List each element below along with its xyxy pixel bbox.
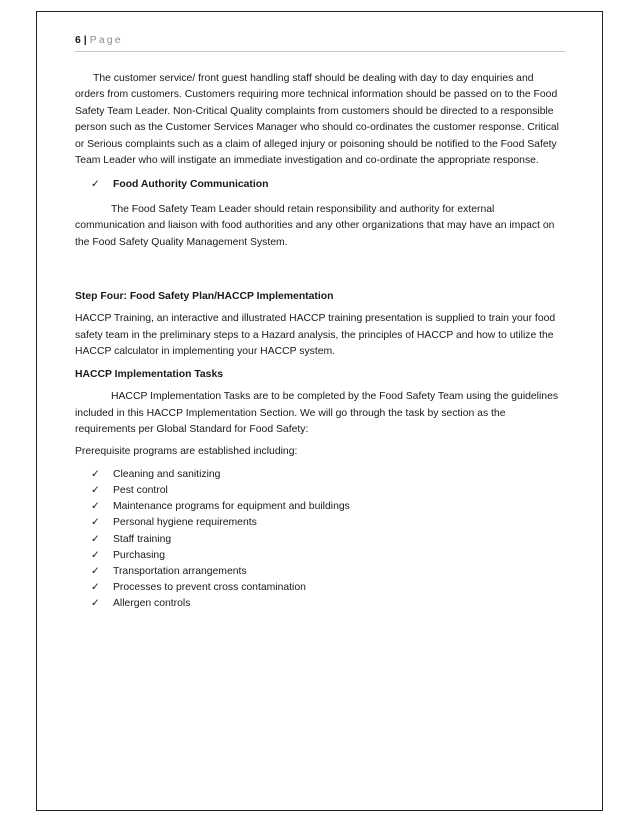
food-authority-body: The Food Safety Team Leader should retain responsibility and authority for external communication and liaison with food authorities and any other organizations that may have an impact on the Food Safety Quality Management System.	[75, 203, 555, 248]
page-word: Page	[89, 35, 123, 46]
page-number: 6	[75, 35, 81, 46]
list-item: ✓ Purchasing	[91, 548, 565, 564]
list-item: ✓ Processes to prevent cross contamination	[91, 580, 565, 596]
checkmark-icon: ✓	[91, 179, 100, 191]
food-authority-heading-row	[75, 177, 565, 193]
checkmark-icon: ✓	[91, 533, 100, 545]
prerequisites-intro: Prerequisite programs are established including:	[75, 446, 298, 458]
list-item: ✓ Staff training	[91, 532, 565, 548]
step-four-body: HACCP Training, an interactive and illustrated HACCP training presentation is supplied to train your food safety team in the preliminary steps to a Hazard analysis, the principles of HACCP and how to utilize the HACCP calculator in implementing your HACCP system.	[75, 313, 556, 358]
food-authority-heading: Food Authority Communication	[113, 179, 269, 191]
checkmark-icon: ✓	[91, 468, 100, 480]
intro-paragraph: The customer service/ front guest handling staff should be dealing with day to day enquiries and orders from customers. Customers requiring more technical information should be passed on to the Food Safety Team Leader. Non-Critical Quality complaints from customers should be directed to a responsible person such as the Customer Services Manager who should co-ordinates the customer response. Critical or Serious complaints such as a claim of alleged injury or poisoning should be notified to the Food Safety Team Leader who will instigate an immediate investigation and co-ordinate the appropriate response.	[75, 73, 559, 167]
list-item: ✓ Pest control	[91, 483, 565, 499]
list-item: ✓ Cleaning and sanitizing	[91, 467, 565, 483]
prerequisites-list	[75, 467, 565, 613]
page-content	[75, 34, 565, 613]
page-header	[75, 34, 565, 52]
step-four-heading: Step Four: Food Safety Plan/HACCP Implementation	[75, 291, 334, 303]
checkmark-icon: ✓	[91, 565, 100, 577]
list-item: ✓ Maintenance programs for equipment and buildings	[91, 499, 565, 515]
implementation-tasks-body: HACCP Implementation Tasks are to be completed by the Food Safety Team using the guidelines included in this HACCP Implementation Section. We will go through the task by section as the requirements per Global Standard for Food Safety:	[75, 391, 559, 435]
list-item: ✓ Transportation arrangements	[91, 564, 565, 580]
implementation-tasks-heading: HACCP Implementation Tasks	[75, 368, 224, 380]
checkmark-icon: ✓	[91, 501, 100, 513]
checkmark-icon: ✓	[91, 484, 100, 496]
checkmark-icon: ✓	[91, 598, 100, 610]
checkmark-icon: ✓	[91, 517, 100, 529]
header-separator: |	[83, 35, 87, 46]
checkmark-icon: ✓	[91, 582, 100, 594]
list-item: ✓ Personal hygiene requirements	[91, 515, 565, 531]
list-item: ✓ Allergen controls	[91, 596, 565, 612]
checkmark-icon: ✓	[91, 549, 100, 561]
